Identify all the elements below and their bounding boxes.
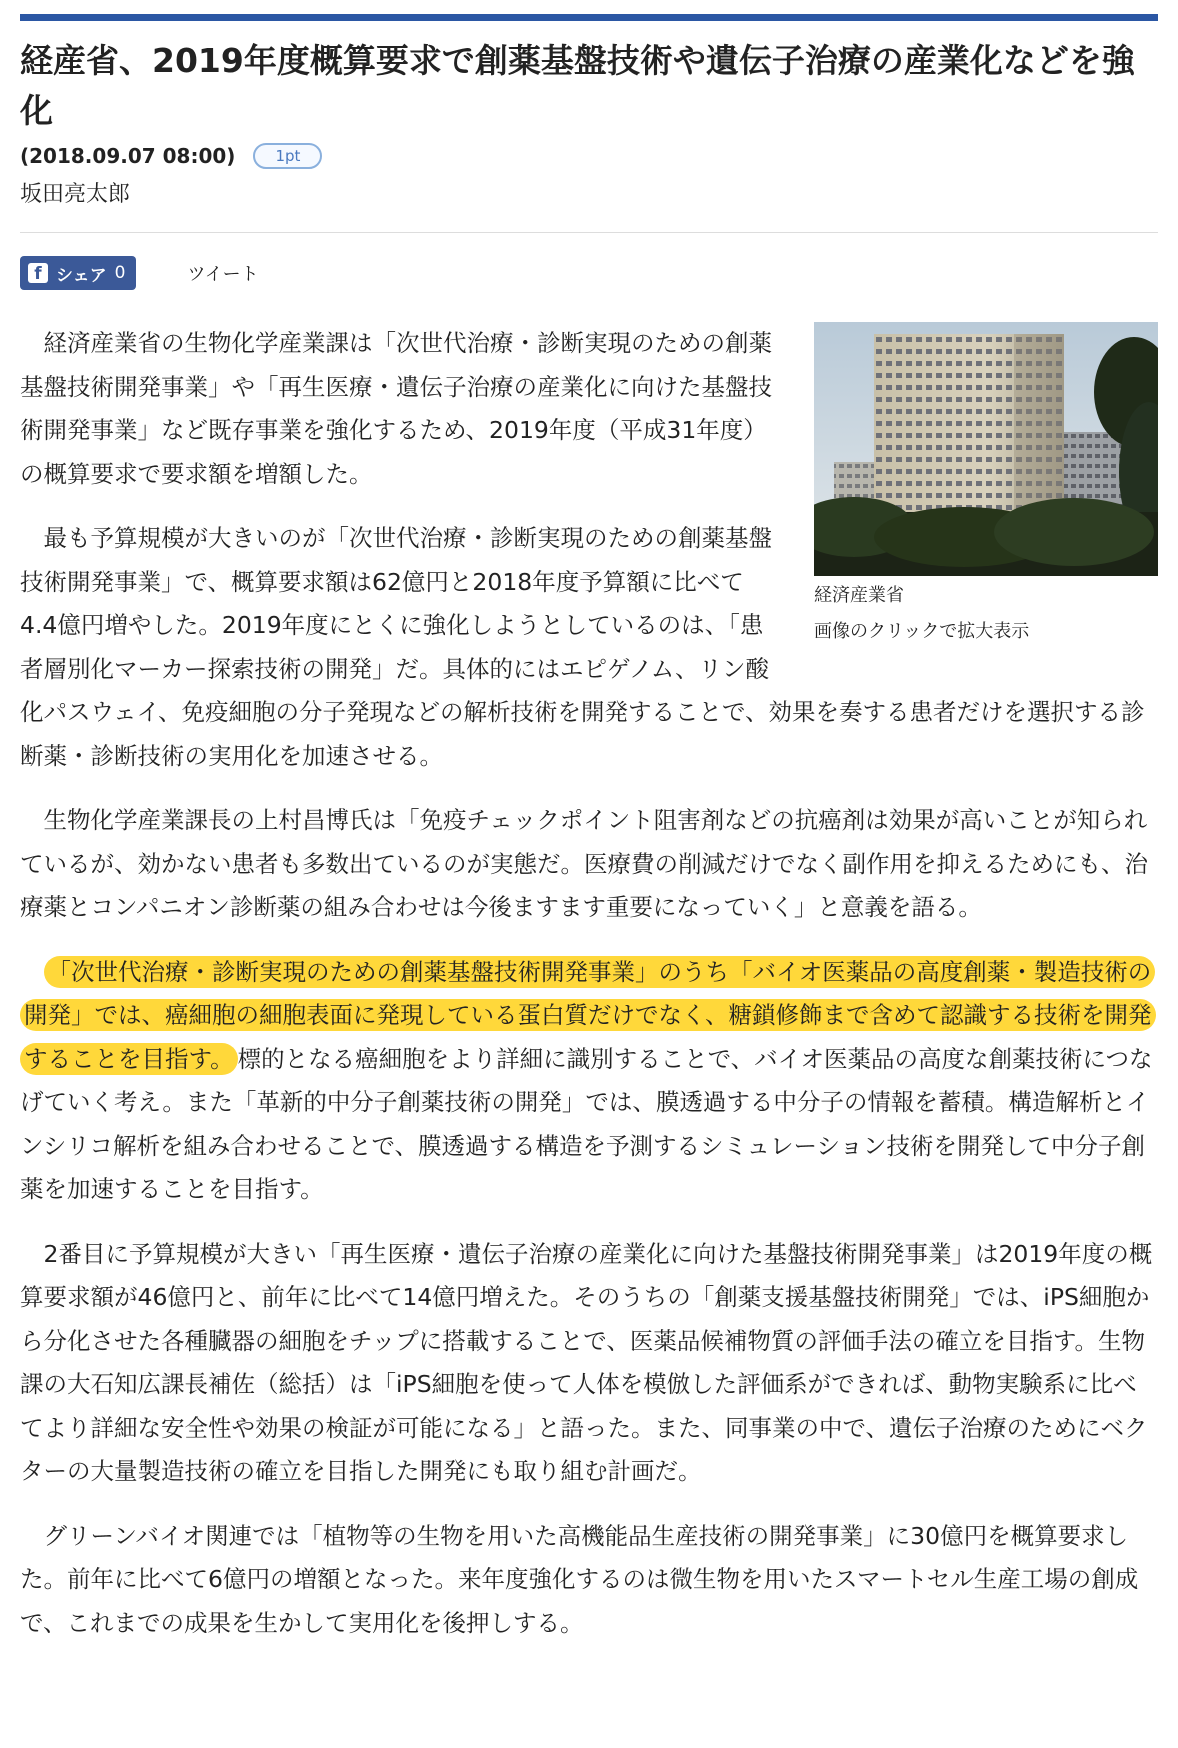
facebook-icon: f <box>28 263 48 283</box>
points-badge[interactable]: 1pt <box>253 143 322 169</box>
paragraph-1: 経済産業省の生物化学産業課は「次世代治療・診断実現のための創薬基盤技術開発事業」や「再生医療・遺伝子治療の産業化に向けた基盤技術開発事業」など既存事業を強化するため、2019年度（平成31年度）の概算要求で要求額を増額した。 <box>20 329 772 488</box>
paragraph-3: 生物化学産業課長の上村昌博氏は「免疫チェックポイント阻害剤などの抗癌剤は効果が高いことが知られているが、効かない患者も多数出ているのが実態だ。医療費の削減だけでなく副作用を抑えるためにも、治療薬とコンパニオン診断薬の組み合わせは今後ますます重要になっていく」と意義を語る。 <box>20 806 1148 921</box>
figure-caption: 経済産業省 <box>814 585 904 606</box>
tweet-button[interactable]: ツイート <box>187 264 259 285</box>
share-bar <box>20 256 259 290</box>
highlighted-text: 「次世代治療・診断実現のための創薬基盤技術開発事業」のうち「バイオ医薬品の高度創薬・製造技術の開発」では、癌細胞の細胞表面に発現している蛋白質だけでなく、糖鎖修飾まで含めて認識する技術を開発することを目指す。 <box>20 956 1156 1075</box>
facebook-share-label: シェア <box>56 265 107 286</box>
article-title: 経産省、2019年度概算要求で創薬基盤技術や遺伝子治療の産業化などを強化 <box>20 41 1135 130</box>
article-meta <box>20 140 322 172</box>
facebook-share-button[interactable] <box>20 256 136 290</box>
article-author: 坂田亮太郎 <box>20 182 131 207</box>
header-divider <box>20 232 1158 233</box>
header-accent-bar <box>20 14 1158 21</box>
article-body <box>20 322 1158 1666</box>
paragraph-5: 2番目に予算規模が大きい「再生医療・遺伝子治療の産業化に向けた基盤技術開発事業」は2019年度の概算要求額が46億円と、前年に比べて14億円増えた。そのうちの「創薬支援基盤技術開発」では、iPS細胞から分化させた各種臓器の細胞をチップに搭載することで、医薬品候補物質の評価手法の確立を目指す。生物課の大石知広課長補佐（総括）は「iPS細胞を使って人体を模倣した評価系ができれば、動物実験系に比べてより詳細な安全性や効果の検証が可能になる」と語った。また、同事業の中で、遺伝子治療のためにベクターの大量製造技術の確立を目指した開発にも取り組む計画だ。 <box>20 1239 1153 1485</box>
paragraph-2: 最も予算規模が大きいのが「次世代治療・診断実現のための創薬基盤技術開発事業」で、概算要求額は62億円と2018年度予算額に比べて4.4億円増やした。2019年度にとくに強化しようとしているのは、「患者層別化マーカー探索技術の開発」だ。具体的にはエピゲノム、リン酸化パスウェイ、免疫細胞の分子発現などの解析技術を開発することで、効果を奏する患者だけを選択する診断薬・診断技術の実用化を加速させる。 <box>20 524 1145 770</box>
article-date: (2018.09.07 08:00) <box>20 144 236 168</box>
article-figure[interactable] <box>814 322 1158 648</box>
paragraph-6: グリーンバイオ関連では「植物等の生物を用いた高機能品生産技術の開発事業」に30億円を概算要求した。前年に比べて6億円の増額となった。来年度強化するのは微生物を用いたスマートセル生産工場の創成で、これまでの成果を生かして実用化を後押しする。 <box>20 1521 1139 1637</box>
paragraph-4 <box>20 951 1158 1212</box>
paragraph-4-rest: 標的となる癌細胞をより詳細に識別することで、バイオ医薬品の高度な創薬技術につなげていく考え。また「革新的中分子創薬技術の開発」では、膜透過する中分子の情報を蓄積。構造解析とインシリコ解析を組み合わせることで、膜透過する構造を予測するシミュレーション技術を開発して中分子創薬を加速することを目指す。 <box>20 1044 1153 1203</box>
facebook-share-count: 0 <box>114 263 126 283</box>
ministry-building-photo[interactable] <box>814 322 1158 576</box>
figure-enlarge-hint[interactable]: 画像のクリックで拡大表示 <box>814 621 1030 642</box>
